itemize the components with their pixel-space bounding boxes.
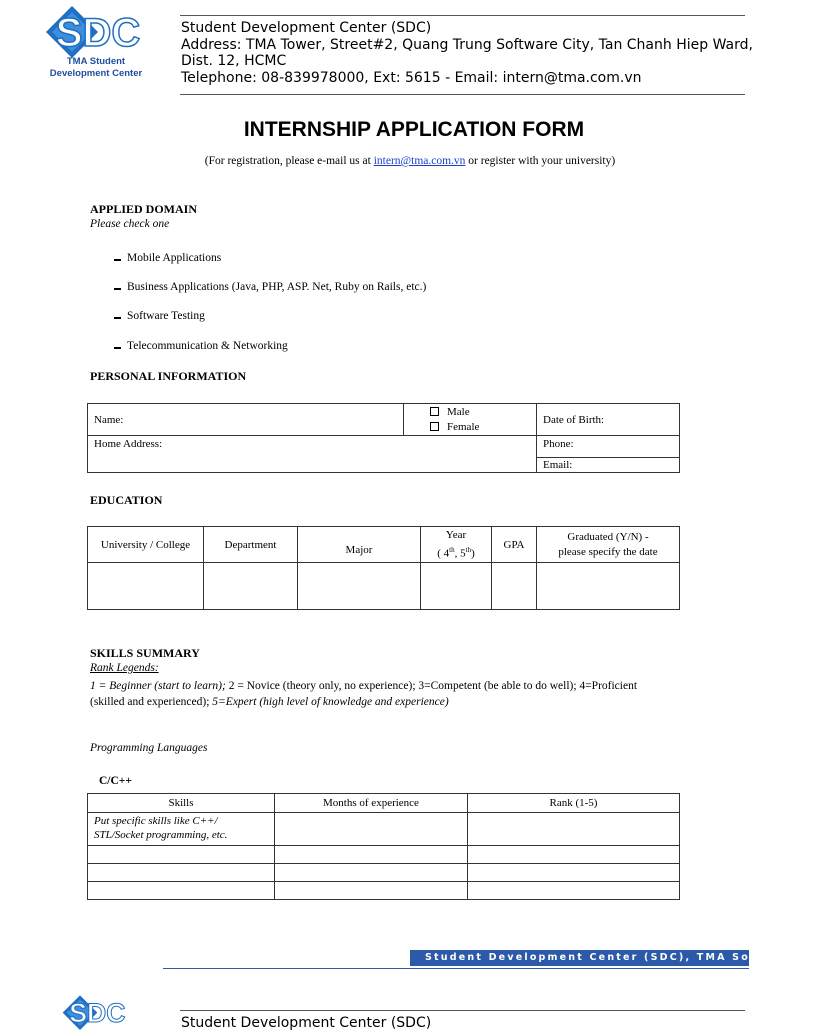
legend-proficient: (skilled and experienced);: [90, 696, 210, 708]
skills-input-cell[interactable]: [275, 864, 468, 882]
next-page-header-text: Student Development Center (SDC): [181, 1015, 432, 1031]
table-row: [88, 846, 680, 864]
gender-male-option[interactable]: [430, 405, 536, 420]
domain-option-testing[interactable]: [114, 310, 205, 322]
skills-input-cell[interactable]: [275, 813, 468, 846]
education-heading: EDUCATION: [90, 493, 163, 507]
skills-example-cell[interactable]: [88, 813, 275, 846]
personal-info-table: [87, 403, 680, 473]
legend-expert: 5=Expert (high level of knowledge and experience): [209, 696, 449, 708]
edu-col-department: [204, 527, 298, 563]
header-bottom-rule: [180, 94, 745, 95]
address-cell[interactable]: [88, 436, 537, 473]
edu-col-label: Graduated (Y/N) -: [567, 530, 649, 543]
education-table: [87, 526, 680, 610]
skills-input-cell[interactable]: [468, 864, 680, 882]
skills-input-cell[interactable]: [275, 846, 468, 864]
sdc-logo-graphic: [42, 4, 150, 64]
edu-input-cell[interactable]: [298, 563, 421, 610]
skills-col-header: [88, 794, 275, 813]
next-page-logo: [42, 994, 150, 1034]
skills-input-cell[interactable]: [88, 864, 275, 882]
domain-option-label: Mobile Applications: [127, 252, 222, 264]
personal-info-heading: PERSONAL INFORMATION: [90, 369, 247, 383]
legend-rest: 2 = Novice (theory only, no experience); 3=Competent (be able to do well); 4=Proficient: [225, 680, 638, 692]
gender-cell: [404, 404, 537, 436]
skills-input-cell[interactable]: [88, 846, 275, 864]
edu-col-gpa: [492, 527, 537, 563]
next-page-logo-letters: SDC: [69, 998, 126, 1028]
skills-example-line-2: STL/Socket programming, etc.: [94, 829, 228, 841]
subtitle-post: or register with your university): [465, 155, 616, 167]
skills-input-cell[interactable]: [468, 813, 680, 846]
year-open: ( 4: [437, 547, 450, 560]
edu-col-label: University / College: [100, 538, 191, 551]
edu-input-cell[interactable]: [204, 563, 298, 610]
edu-col-year: [421, 527, 492, 563]
address-label: Home Address:: [94, 438, 163, 450]
rank-col-header: [468, 794, 680, 813]
year-sup-2: th: [465, 545, 472, 554]
rank-legend-title: Rank Legends:: [90, 662, 159, 674]
header-contact-line: Telephone: 08-839978000, Ext: 5615 - Email: intern@tma.com.vn: [181, 69, 642, 86]
next-page-header-rule: [180, 1010, 745, 1011]
year-close: ): [471, 547, 475, 560]
email-cell[interactable]: [537, 458, 680, 473]
page-subtitle: [0, 155, 820, 167]
edu-col-label: GPA: [503, 538, 525, 551]
footer-rule: [163, 968, 749, 969]
edu-col-university: [88, 527, 204, 563]
subtitle-pre: (For registration, please e-mail us at: [204, 155, 374, 167]
table-row: [88, 813, 680, 846]
skills-heading: SKILLS SUMMARY: [90, 646, 200, 660]
domain-option-label: Software Testing: [127, 310, 205, 322]
registration-email-link[interactable]: intern@tma.com.vn: [373, 155, 466, 167]
rank-legend-line-2: [90, 696, 449, 708]
name-label: Name:: [94, 413, 124, 426]
edu-col-major: [298, 527, 421, 563]
footer-banner: Student Development Center (SDC), TMA Solutions: [410, 950, 749, 966]
checkbox-icon[interactable]: [114, 343, 121, 349]
header-org-name: Student Development Center (SDC): [181, 20, 432, 36]
skills-col-label: Skills: [168, 797, 194, 809]
header-address-line-1: Address: TMA Tower, Street#2, Quang Trung Software City, Tan Chanh Hiep Ward,: [181, 36, 753, 53]
rank-legend-line-1: [90, 680, 637, 692]
months-col-header: [275, 794, 468, 813]
legend-beginner: 1 = Beginner (start to learn);: [90, 680, 226, 692]
skills-input-cell[interactable]: [468, 846, 680, 864]
phone-cell[interactable]: [537, 436, 680, 458]
programming-languages-label: Programming Languages: [90, 742, 208, 754]
language-cpp-label: C/C++: [99, 775, 132, 787]
table-row: [88, 864, 680, 882]
female-label: Female: [447, 420, 480, 433]
year-mid: , 5: [454, 547, 466, 560]
skills-example-line-1: Put specific skills like C++/: [94, 815, 218, 827]
logo-sub-line-1: TMA Student: [66, 56, 126, 67]
edu-input-cell[interactable]: [421, 563, 492, 610]
header-top-rule: [180, 15, 745, 16]
header-contact-block: [181, 20, 753, 86]
email-label: Email:: [543, 459, 573, 471]
phone-label: Phone:: [543, 438, 574, 450]
name-cell[interactable]: [88, 404, 404, 436]
rank-col-label: Rank (1-5): [549, 797, 598, 809]
domain-option-label: Telecommunication & Networking: [127, 340, 288, 352]
edu-input-cell[interactable]: [492, 563, 537, 610]
edu-col-label: Major: [345, 543, 373, 556]
table-row: [88, 882, 680, 900]
year-sup-1: th: [449, 545, 455, 554]
logo-sub-line-2: Development Center: [49, 68, 143, 79]
domain-option-telecom[interactable]: [114, 340, 288, 352]
edu-col-label: Year: [445, 528, 467, 541]
dob-cell[interactable]: [537, 404, 680, 436]
table-row: [88, 563, 680, 610]
edu-col-label: please specify the date: [558, 545, 658, 558]
checkbox-icon[interactable]: [430, 422, 439, 431]
edu-input-cell[interactable]: [88, 563, 204, 610]
checkbox-icon[interactable]: [114, 255, 121, 261]
page-title: INTERNSHIP APPLICATION FORM: [243, 118, 585, 141]
checkbox-icon[interactable]: [430, 407, 439, 416]
edu-col-graduated: [537, 527, 680, 563]
gender-female-option[interactable]: [430, 420, 536, 435]
skills-table: [87, 793, 680, 900]
applied-domain-instruction: Please check one: [90, 218, 170, 230]
applied-domain-heading: APPLIED DOMAIN: [90, 202, 197, 216]
edu-col-label: Department: [224, 538, 277, 551]
checkbox-icon[interactable]: [114, 284, 121, 290]
skills-input-cell[interactable]: [275, 882, 468, 900]
months-col-label: Months of experience: [323, 797, 419, 809]
logo-letters: SDC: [55, 11, 141, 55]
domain-option-label: Business Applications (Java, PHP, ASP. Net, Ruby on Rails, etc.): [127, 281, 427, 293]
sdc-logo: [42, 4, 150, 82]
header-address-line-2: Dist. 12, HCMC: [181, 53, 287, 69]
skills-input-cell[interactable]: [88, 882, 275, 900]
skills-input-cell[interactable]: [468, 882, 680, 900]
edu-input-cell[interactable]: [537, 563, 680, 610]
checkbox-icon[interactable]: [114, 313, 121, 319]
logo-subtitle: [42, 56, 150, 80]
edu-col-year-detail: [421, 543, 491, 562]
dob-label: Date of Birth:: [543, 413, 605, 426]
domain-option-mobile[interactable]: [114, 252, 221, 264]
domain-option-business[interactable]: [114, 281, 426, 293]
male-label: Male: [447, 405, 470, 418]
